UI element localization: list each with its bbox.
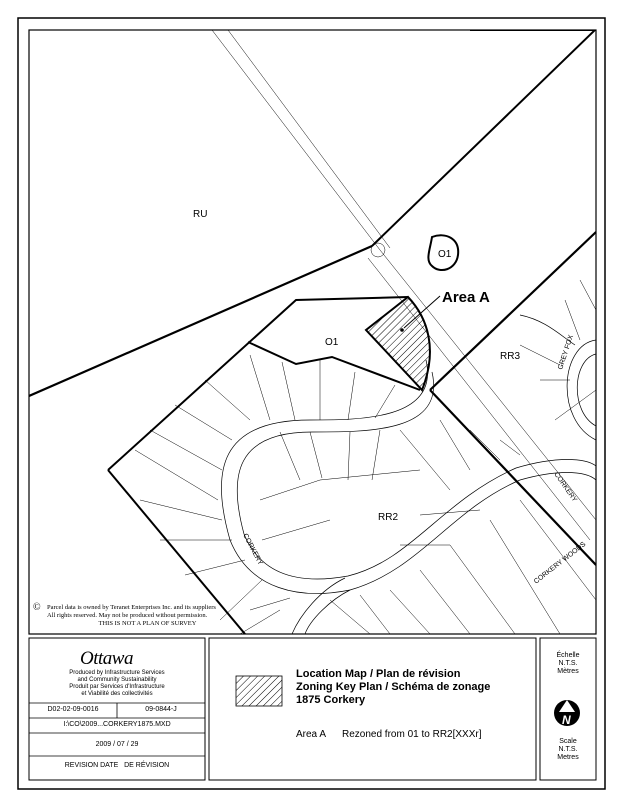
grey-fox-road (567, 340, 596, 440)
revision-label: REVISION DATE DE RÉVISION (64, 762, 170, 769)
scale-line: Metres (557, 754, 579, 761)
ottawa-logo: Ottawa (80, 648, 133, 669)
copyright-line: Parcel data is owned by Teranet Enterprises Inc. and its suppliers (47, 604, 216, 611)
scale-line: N.T.S. (558, 660, 578, 667)
zone-label-o1-upper: O1 (438, 249, 452, 260)
producer-line: et Viabilité des collectivités (81, 691, 153, 697)
area-name: Area A (296, 729, 327, 740)
scale-line: Échelle (556, 652, 580, 659)
producer-block (32, 670, 202, 698)
zone-boundary-ru (29, 246, 372, 396)
map-frame (29, 30, 596, 634)
street-label-corkery-left: CORKERY (241, 532, 264, 567)
copyright-line: THIS IS NOT A PLAN OF SURVEY (98, 620, 197, 627)
zone-label-rr3: RR3 (500, 351, 521, 362)
producer-line: and Community Sustainability (77, 677, 157, 683)
area-a-dot (400, 328, 404, 332)
scale-line: Mètres (557, 668, 579, 675)
corkery-road-outer (221, 360, 596, 593)
map-features (29, 30, 596, 634)
zone-boundary-west (108, 297, 408, 470)
copyright-line: All rights reserved. May not be produced without permission. (47, 612, 208, 619)
lot-lines (135, 280, 596, 634)
copyright-icon: © (33, 602, 41, 613)
plan-number: 09-0844-J (145, 706, 177, 713)
scale-line: Scale (559, 738, 577, 745)
zone-label-o1-lower: O1 (325, 337, 339, 348)
producer-line: Produced by Infrastructure Services (69, 670, 165, 676)
grey-fox-road (577, 354, 596, 426)
producer-line: Produit par Services d'Infrastructure (69, 684, 165, 690)
street-label-corkery-woods: CORKERY WOODS (532, 540, 588, 586)
title-line: Zoning Key Plan / Schéma de zonage (296, 681, 491, 693)
road-line (228, 30, 390, 248)
street-label-corkery-right: CORKERY (552, 471, 578, 504)
area-description: Rezoned from 01 to RR2[XXXr] (342, 729, 482, 740)
north-arrow-label: N (562, 713, 571, 727)
file-path: I:\CO\2009...CORKERY1875.MXD (63, 721, 171, 728)
map-title (296, 668, 490, 707)
scale-bottom (541, 738, 595, 762)
title-line: Location Map / Plan de révision (296, 668, 461, 680)
zone-boundary-rr3 (430, 232, 596, 390)
area-a-hatch (366, 297, 430, 390)
street-label-grey-fox: GREY FOX (557, 334, 576, 371)
area-a-label: Area A (442, 289, 490, 306)
scale-top (541, 652, 595, 676)
scale-line: N.T.S. (558, 746, 578, 753)
zone-boundary-ru-top (372, 30, 595, 246)
legend-hatch-swatch (236, 676, 282, 706)
file-number: D02-02-09-0016 (47, 706, 99, 713)
zone-label-rr2: RR2 (378, 512, 399, 523)
title-line: 1875 Corkery (296, 694, 366, 706)
copyright-note (33, 604, 248, 628)
corkery-woods-road (305, 590, 350, 634)
revision-date: 2009 / 07 / 29 (95, 741, 139, 748)
zone-label-ru: RU (193, 209, 208, 220)
legend-middle-box (209, 638, 536, 780)
road-line (212, 30, 380, 250)
